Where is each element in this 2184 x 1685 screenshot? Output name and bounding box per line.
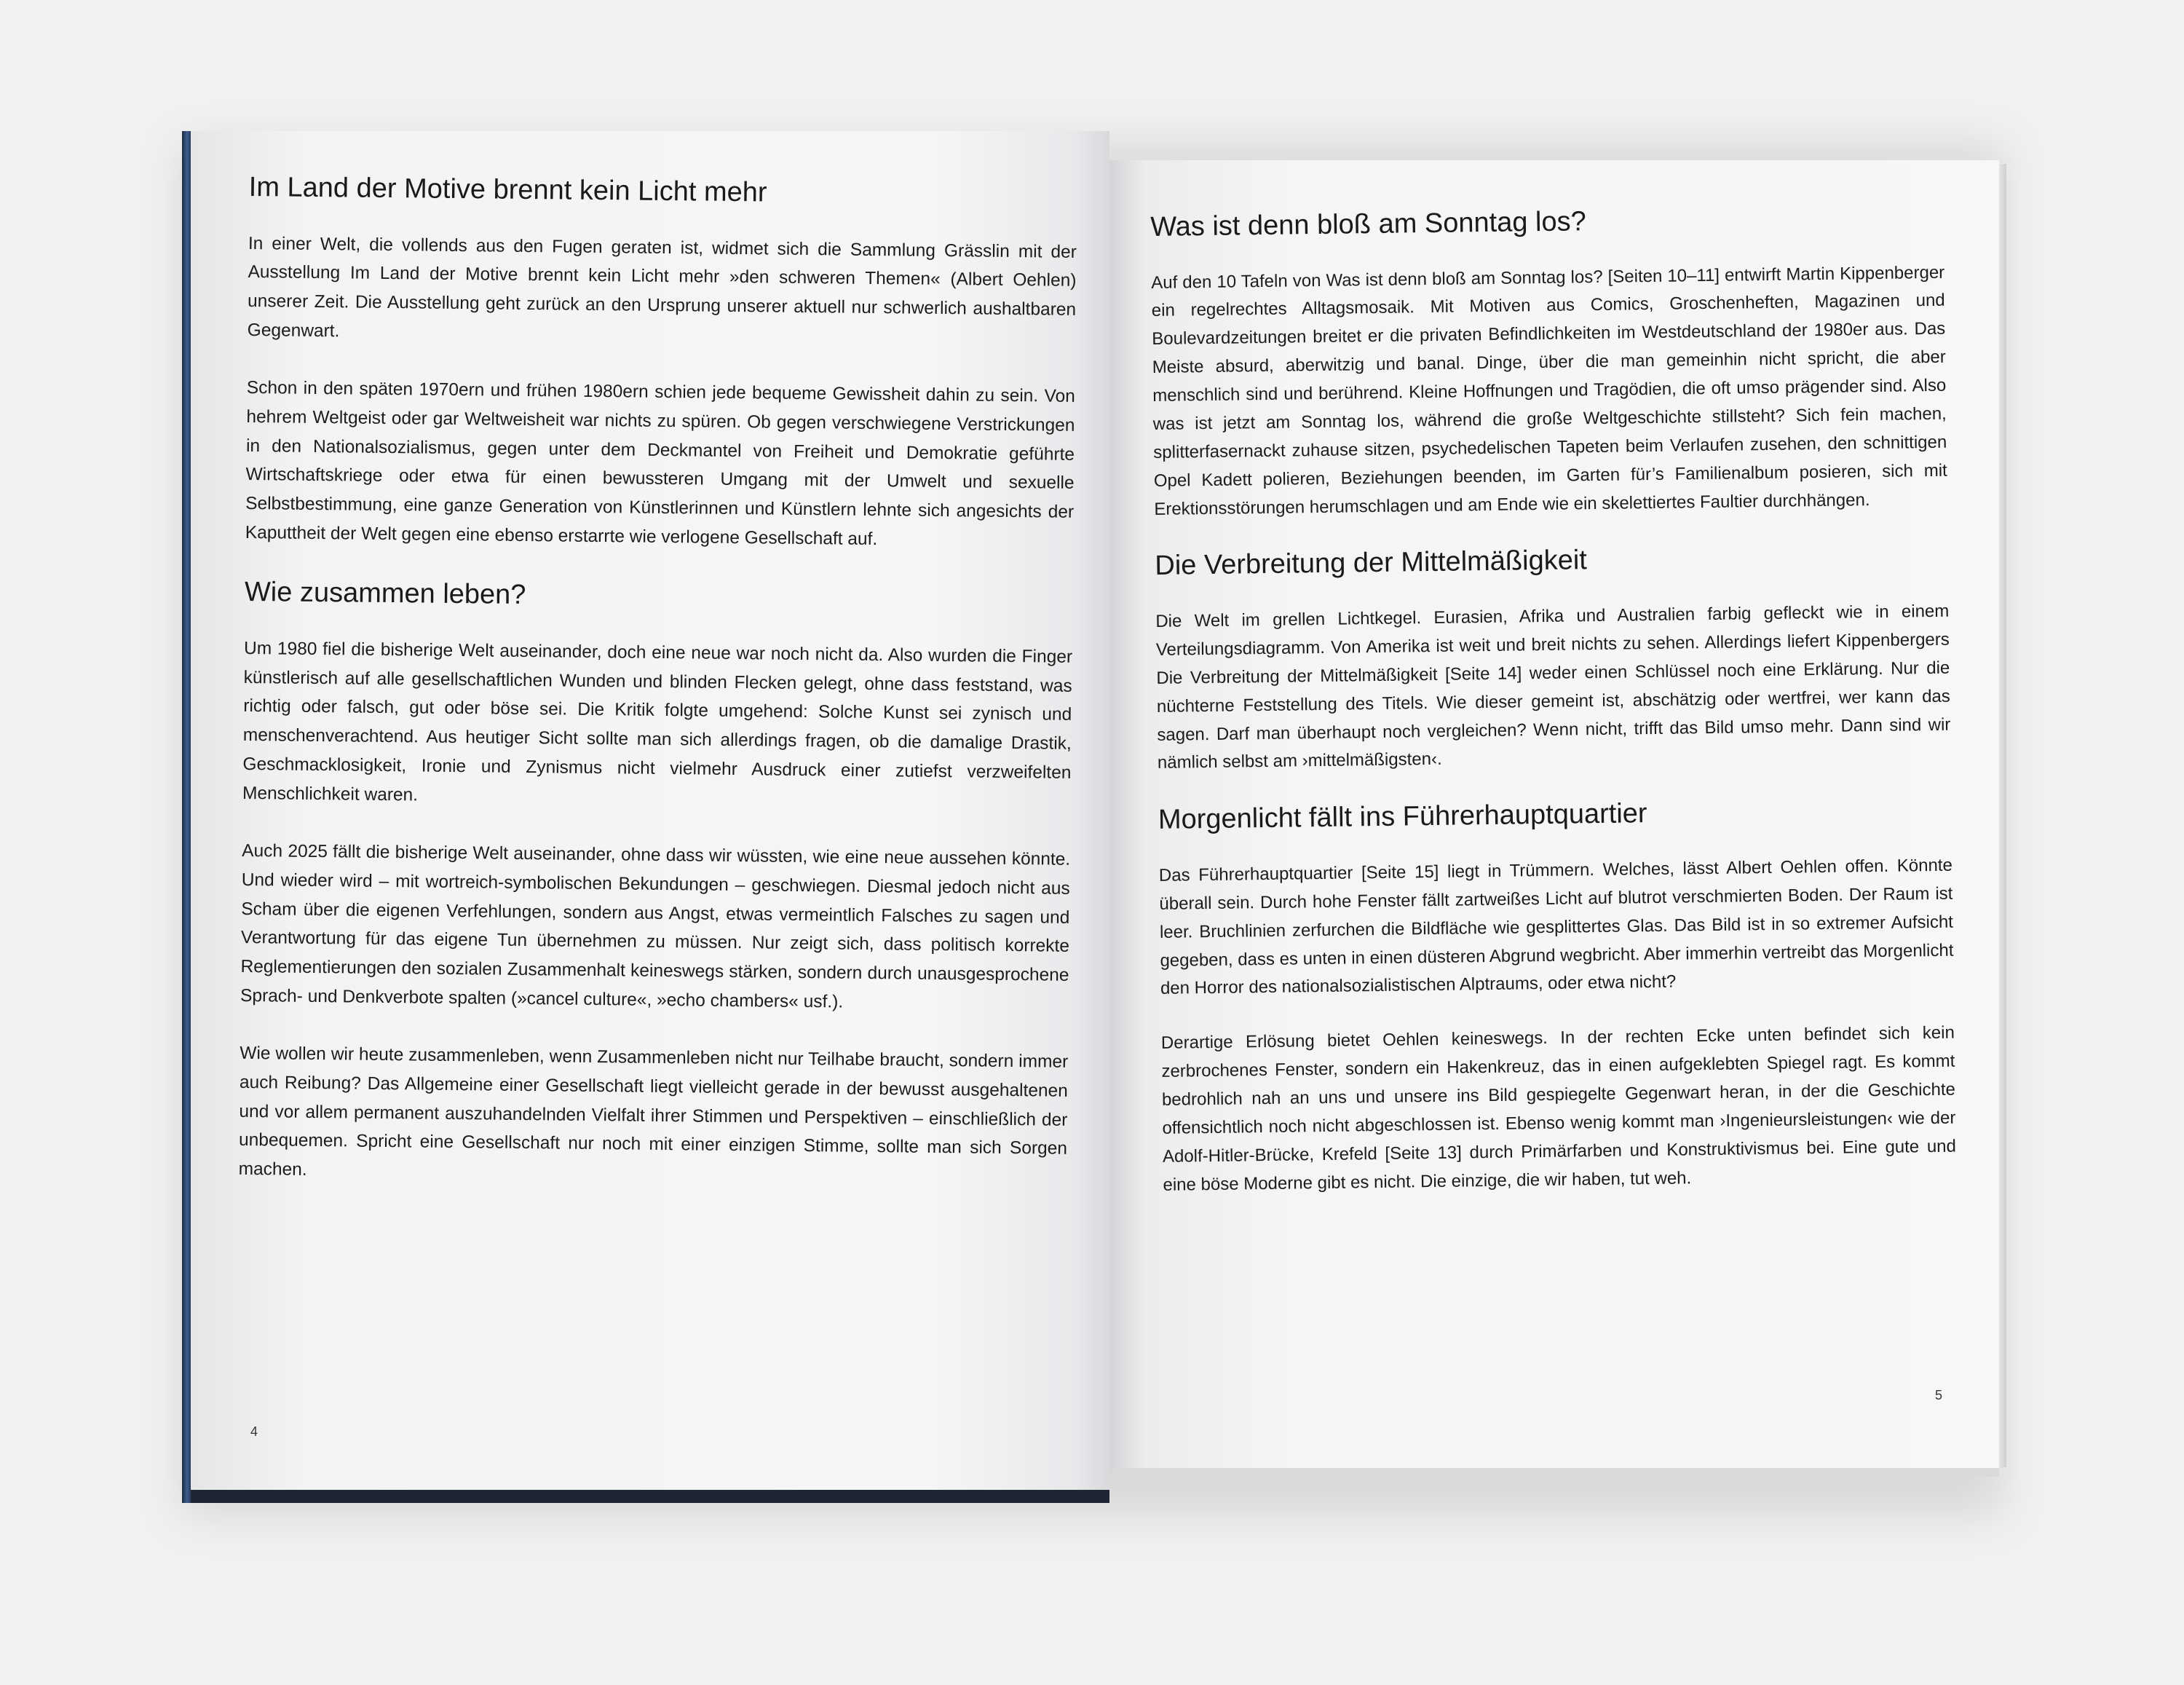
left-paragraph-5: Wie wollen wir heute zusammenleben, wenn Zusammenleben nicht nur Teilhabe braucht, sondern immer auch Reibung? Das Allgemeine einer Gesellschaft liegt vielleicht gerade in der bewusst ausgehaltenen und vor allem permanent auszuhandelnden Vielfalt ihrer Stimmen und Perspektiven – einschließlich der unbequemen. Spricht eine Gesellschaft nur noch mit einer einzigen Stimme, sollte man sich Sorgen machen. (238, 1043, 1069, 1180)
right-page (1109, 160, 1999, 1468)
right-paragraph-1: Auf den 10 Tafeln von Was ist denn bloß am Sonntag los? [Seiten 10–11] entwirft Martin Kippenberger ein regelrechtes Alltagsmosaik. Mit Motiven aus Comics, Groschenheften, Magazinen und Boulevardzeitungen breitet er die privaten Befindlichkeiten im Westdeutschland der 1980er aus. Das Meiste absurd, aberwitzig und banal. Dinge, über die man gemeinhin nicht spricht, die aber menschlich sind und berührend. Kleine Hoffnungen und Tragödien, die oft umso prägender sind. Also was ist jetzt am Sonntag los, während die große Weltgeschichte stillsteht? Sich fein machen, splitterfasernackt zuhause sitzen, psychedelischen Tapeten beim Verlaufen zusehen, den schnittigen Opel Kadett polieren, Beziehungen beenden, im Garten für’s Familienalbum posieren, sich mit Erektionsstörungen herumschlagen und am Ende wie ein skelettiertes Faultier durchhängen. (1151, 262, 1947, 519)
left-paragraph-1: In einer Welt, die vollends aus den Fugen geraten ist, widmet sich die Sammlung Grässlin mit der Ausstellung Im Land der Motive brennt kein Licht mehr »den schweren Themen« (Albert Oehlen) unserer Zeit. Die Ausstellung geht zurück an den Ursprung unserer aktuell nur schwerlich aushaltbaren Gegenwart. (247, 233, 1077, 341)
right-paragraph-2: Die Welt im grellen Lichtkegel. Eurasien, Afrika und Australien farbig gefleckt wie in einem Verteilungsdiagramm. Von Amerika ist weit und breit nichts zu sehen. Allerdings liefert Kippenbergers Die Verbreitung der Mittelmäßigkeit [Seite 14] weder einen Schlüssel noch eine Erklärung. Nur die nüchterne Feststellung des Titels. Wie dieser gemeint ist, abschätzig oder wertfrei, wer kann das sagen. Darf man überhaupt noch vergleichen? Wenn nicht, trifft das Bild umso mehr. Dann sind wir nämlich selbst am ›mittelmäßigsten‹. (1155, 601, 1951, 773)
right-paragraph-3: Das Führerhauptquartier [Seite 15] liegt in Trümmern. Welches, lässt Albert Oehlen offen. Könnte überall sein. Durch hohe Fenster fällt zartweißes Licht auf blutrot verschmierten Boden. Der Raum ist leer. Bruchlinien zerfurchen die Bildfläche wie gesplittertes Glas. Das Bild ist in so extremer Aufsicht gegeben, dass es unten in einen düsteren Abgrund wegbricht. Aber immerhin vertreibt das Morgenlicht den Horror des nationalsozialistischen Alptraums, oder etwa nicht? (1158, 855, 1954, 999)
right-heading-2: Die Verbreitung der Mittelmäßigkeit (1155, 545, 1588, 582)
right-heading-3: Morgenlicht fällt ins Führerhauptquartier (1158, 798, 1647, 836)
right-page-number: 5 (1935, 1388, 1943, 1402)
right-paragraph-4: Derartige Erlösung bietet Oehlen keineswegs. In der rechten Ecke unten befindet sich kein zerbrochenes Fenster, sondern ein Hakenkreuz, das in einen aufgeklebten Spiegel ragt. Es kommt bedrohlich nah an uns und unsere ins Bild gespiegelte Gegenwart heran, in der die Geschichte offensichtlich noch nicht abgeschlossen ist. Ebenso wenig kommt man ›Ingenieursleistungen‹ wie der Adolf-Hitler-Brücke, Krefeld [Seite 13] durch Primärfarben und Konstruktivismus bei. Eine gute und eine böse Moderne gibt es nicht. Die einzige, die wir haben, tut weh. (1160, 1022, 1957, 1195)
left-paragraph-4: Auch 2025 fällt die bisherige Welt auseinander, ohne dass wir wüssten, wie eine neue aussehen könnte. Und wieder wird – mit wortreich-symbolischen Bekundungen – geschwiegen. Diesmal jedoch nicht aus Scham über die eigenen Verfehlungen, sondern aus Angst, etwas vermeintlich Falsches zu sagen und Verantwortung für das eigene Tun übernehmen zu müssen. Nur zeigt sich, dass politisch korrekte Reglementierungen den sozialen Zusammenhalt keineswegs stärken, sondern durch unausgesprochene Sprach- und Denkverbote spalten (»cancel culture«, »echo chambers« usf.). (240, 841, 1071, 1012)
left-page (191, 131, 1109, 1490)
left-page-column (238, 171, 1077, 1222)
right-page-bottom-edge (1114, 1467, 1999, 1477)
left-page-subheading: Wie zusammen leben? (244, 577, 526, 611)
left-paragraph-3: Um 1980 fiel die bisherige Welt auseinander, doch eine neue war noch nicht da. Also wurden die Finger künstlerisch auf alle gesellschaftlichen Wunden und blinden Flecken gelegt, ohne dass feststand, was richtig oder falsch, gut oder böse sei. Die Kritik folgte umgehend: Solche Kunst sei zynisch und menschenverachtend. Aus heutiger Sicht sollte man sich allerdings fragen, ob die damalige Drastik, Geschmacklosigkeit, Ironie und Zynismus nicht vielmehr Ausdruck einer zutiefst verzweifelten Menschlichkeit waren. (242, 639, 1073, 805)
left-paragraph-2: Schon in den späten 1970ern und frühen 1980ern schien jede bequeme Gewissheit dahin zu sein. Von hehrem Weltgeist oder gar Weltweisheit war nichts zu spüren. Ob gegen verschwiegene Verstrickungen in den Nationalsozialismus, gegen unter dem Deckmantel von Freiheit und Demokratie geführte Wirtschaftskriege oder etwa für einen bewussteren Umgang mit der Umwelt und sexuelle Selbstbestimmung, eine ganze Generation von Künstlerinnen und Künstlern lehnte sich angesichts der Kaputtheit der Welt gegen eine ebenso erstarrte wie verlogene Gesellschaft auf. (245, 378, 1075, 549)
right-heading-1: Was ist denn bloß am Sonntag los? (1150, 206, 1586, 242)
left-page-heading: Im Land der Motive brennt kein Licht mehr (248, 171, 767, 208)
left-page-number: 4 (250, 1424, 258, 1439)
right-page-column (1150, 201, 1957, 1226)
cover-bottom-edge (191, 1488, 1109, 1503)
